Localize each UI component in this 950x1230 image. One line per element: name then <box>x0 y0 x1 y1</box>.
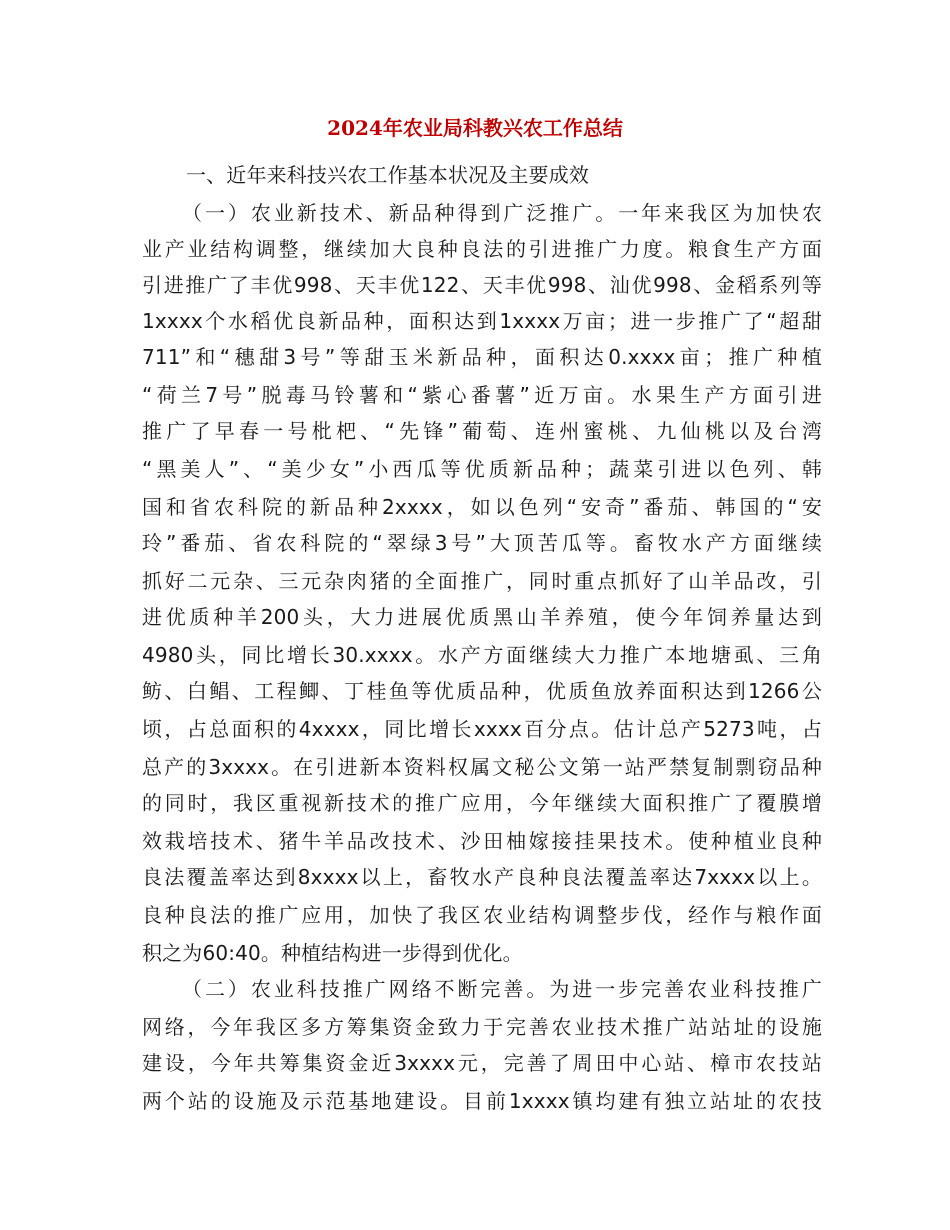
paragraph-line: 良种良法的推广应用，加快了我区农业结构调整步伐，经作与粮作面 <box>142 903 822 927</box>
paragraph-line: 总产的3xxxx。在引进新本资料权属文秘公文第一站严禁复制剽窃品种 <box>142 755 822 779</box>
paragraph-line: （一）农业新技术、新品种得到广泛推广。一年来我区为加快农 <box>182 201 822 225</box>
paragraph-line: 国和省农科院的新品种2xxxx，如以色列“安奇”番茄、韩国的“安 <box>142 495 822 519</box>
paragraph-line: 抓好二元杂、三元杂肉猪的全面推广，同时重点抓好了山羊品改，引 <box>142 569 822 593</box>
paragraph-line: 网络，今年我区多方筹集资金致力于完善农业技术推广站站址的设施 <box>142 1015 822 1039</box>
paragraph-line: 玲”番茄、省农科院的“翠绿3号”大顶苦瓜等。畜牧水产方面继续 <box>142 531 822 555</box>
paragraph-line: 4980头，同比增长30.xxxx。水产方面继续大力推广本地塘虱、三角 <box>142 643 822 667</box>
paragraph-line: 业产业结构调整，继续加大良种良法的引进推广力度。粮食生产方面 <box>142 237 822 261</box>
paragraph-line: 两个站的设施及示范基地建设。目前1xxxx镇均建有独立站址的农技 <box>142 1089 822 1113</box>
paragraph-line: 良法覆盖率达到8xxxx以上，畜牧水产良种良法覆盖率达7xxxx以上。 <box>142 865 822 889</box>
paragraph-line: 顷，占总面积的4xxxx，同比增长xxxx百分点。估计总产5273吨，占 <box>142 717 822 741</box>
paragraph-line: 711”和“穗甜3号”等甜玉米新品种，面积达0.xxxx亩；推广种植 <box>142 345 822 369</box>
paragraph-line: 积之为60:40。种植结构进一步得到优化。 <box>142 941 523 965</box>
paragraph-line: （二）农业科技推广网络不断完善。为进一步完善农业科技推广 <box>182 977 822 1001</box>
paragraph-line: 推广了早春一号枇杷、“先锋”葡萄、连州蜜桃、九仙桃以及台湾 <box>142 419 822 443</box>
paragraph-line: 效栽培技术、猪牛羊品改技术、沙田柚嫁接挂果技术。使种植业良种 <box>142 829 822 853</box>
paragraph-line: “荷兰7号”脱毒马铃薯和“紫心番薯”近万亩。水果生产方面引进 <box>142 383 822 407</box>
paragraph-line: 建设，今年共筹集资金近3xxxx元，完善了周田中心站、樟市农技站 <box>142 1051 822 1075</box>
section-heading: 一、近年来科技兴农工作基本状况及主要成效 <box>186 163 589 187</box>
paragraph-line: 的同时，我区重视新技术的推广应用，今年继续大面积推广了覆膜增 <box>142 791 822 815</box>
paragraph-line: 1xxxx个水稻优良新品种，面积达到1xxxx万亩；进一步推广了“超甜 <box>142 309 822 333</box>
paragraph-line: “黑美人”、“美少女”小西瓜等优质新品种；蔬菜引进以色列、韩 <box>142 457 822 481</box>
paragraph-line: 引进推广了丰优998、天丰优122、天丰优998、汕优998、金稻系列等 <box>142 273 822 297</box>
document-title: 2024年农业局科教兴农工作总结 <box>327 116 623 140</box>
paragraph-line: 进优质种羊200头，大力进展优质黑山羊养殖，使今年饲养量达到 <box>142 605 822 629</box>
paragraph-line: 鲂、白鲳、工程鲫、丁桂鱼等优质品种，优质鱼放养面积达到1266公 <box>142 679 822 703</box>
